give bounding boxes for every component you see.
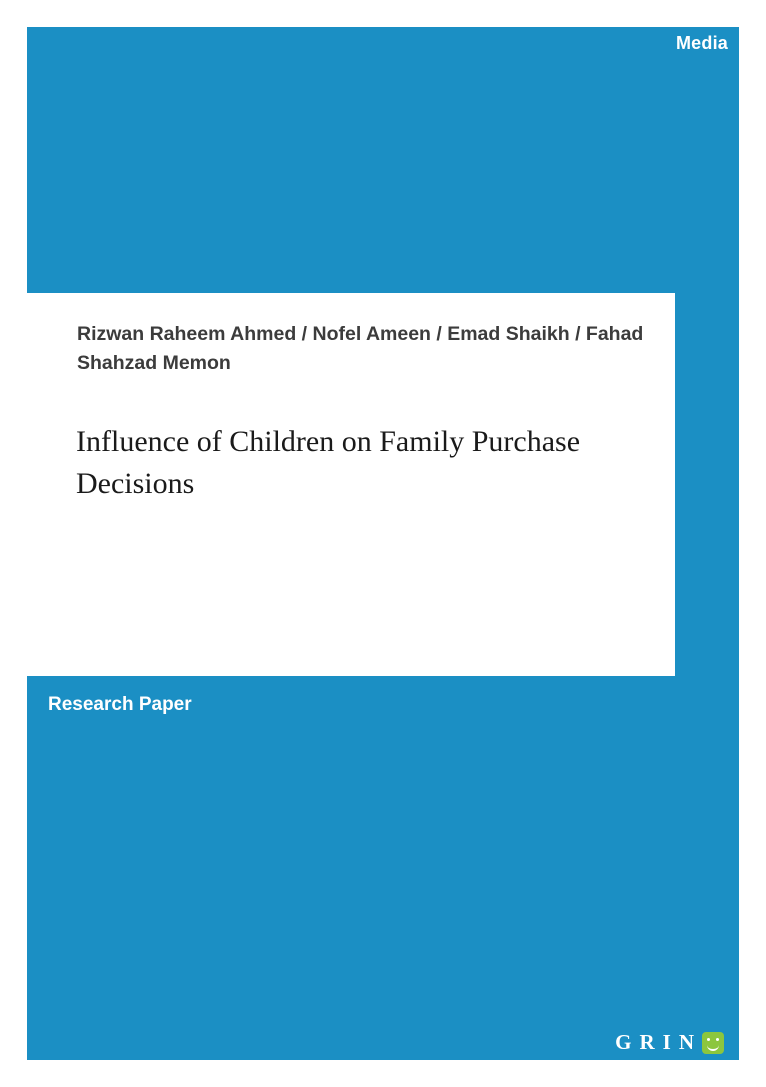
logo-letter-r: R <box>639 1030 656 1054</box>
smiley-face-icon <box>702 1032 724 1054</box>
logo-letter-i: I <box>662 1030 672 1054</box>
page-title: Influence of Children on Family Purchase Decisions <box>76 425 581 500</box>
authors-line: Rizwan Raheem Ahmed / Nofel Ameen / Emad Shaikh / Fahad Shahzad Memon <box>77 323 644 374</box>
title-card <box>27 293 675 676</box>
category-label: Media <box>675 33 728 53</box>
document-type-label: Research Paper <box>48 694 192 715</box>
logo-letter-g: G <box>615 1030 633 1054</box>
publisher-logo <box>615 1030 724 1055</box>
card-left-notch <box>0 293 27 676</box>
logo-letter-n: N <box>678 1030 695 1054</box>
